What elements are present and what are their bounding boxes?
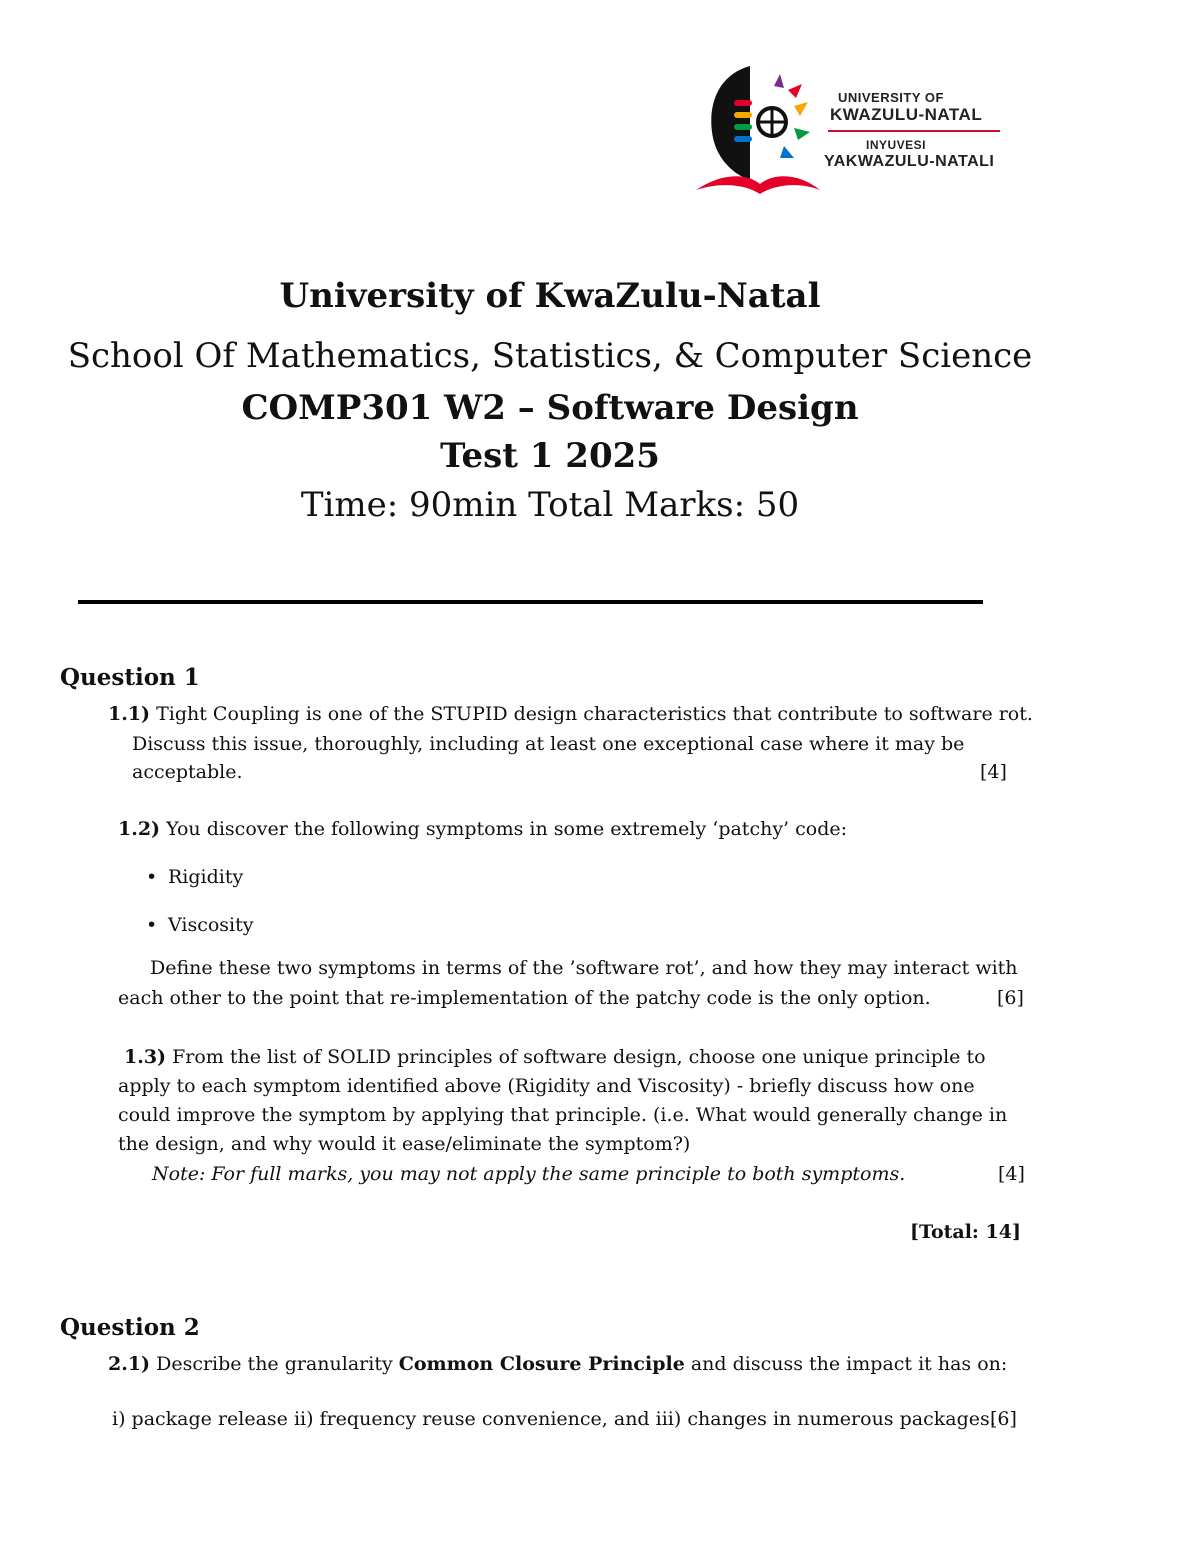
question-1-1 <box>108 700 1048 729</box>
question-1-3-marks: [4] <box>998 1163 1025 1185</box>
question-number: 2.1) <box>108 1353 151 1375</box>
question-number: 1.1) <box>108 703 151 725</box>
school-title: School Of Mathematics, Statistics, & Computer Science <box>67 336 1033 376</box>
question-1-total: [Total: 14] <box>910 1221 1021 1243</box>
question-number: 1.2) <box>118 818 161 840</box>
question-2-1-marks: [6] <box>990 1408 1017 1430</box>
list-item: • Viscosity <box>140 914 254 962</box>
question-text: From the list of SOLID principles of software design, choose one unique principle to <box>166 1046 986 1068</box>
question-1-2-line-1: Define these two symptoms in terms of the ’software rot’, and how they may interact with <box>150 957 1018 979</box>
question-2-1 <box>108 1350 1068 1379</box>
question-1-1-marks: [4] <box>980 761 1007 783</box>
university-title: University of KwaZulu-Natal <box>279 276 821 316</box>
question-1-3 <box>124 1043 1064 1072</box>
question-number: 1.3) <box>124 1046 167 1068</box>
symptom-list <box>140 866 254 962</box>
question-2-1-line-2: i) package release ii) frequency reuse convenience, and iii) changes in numerous packages. <box>112 1408 996 1430</box>
question-1-3-line-3: could improve the symptom by applying that principle. (i.e. What would generally change in <box>118 1104 1008 1126</box>
question-1-2-marks: [6] <box>997 987 1024 1009</box>
logo-line-2: KWAZULU-NATAL <box>830 105 983 124</box>
question-1-3-line-2: apply to each symptom identified above (Rigidity and Viscosity) - briefly discuss how one <box>118 1075 975 1097</box>
question-1-2 <box>118 815 1058 844</box>
question-2-heading: Question 2 <box>60 1314 200 1341</box>
question-text: and discuss the impact it has on: <box>684 1353 1008 1375</box>
logo-line-3: INYUVESI <box>866 138 927 152</box>
header-divider <box>78 600 983 604</box>
question-text: You discover the following symptoms in some extremely ‘patchy’ code: <box>160 818 848 840</box>
time-and-marks: Time: 90min Total Marks: 50 <box>300 485 800 525</box>
ukzn-crest-icon <box>690 62 825 202</box>
principle-name: Common Closure Principle <box>398 1353 685 1375</box>
logo-line-4: YAKWAZULU-NATALI <box>824 153 995 170</box>
university-logo <box>690 62 1010 202</box>
course-title: COMP301 W2 – Software Design <box>241 388 859 428</box>
question-1-3-note: Note: For full marks, you may not apply the same principle to both symptoms. <box>152 1163 906 1185</box>
question-1-3-line-4: the design, and why would it ease/eliminate the symptom?) <box>118 1133 691 1155</box>
logo-line-1: UNIVERSITY OF <box>838 90 944 105</box>
question-1-1-line-3: acceptable. <box>132 761 243 783</box>
test-title: Test 1 2025 <box>440 436 660 476</box>
question-text: Tight Coupling is one of the STUPID design characteristics that contribute to software rot. <box>150 703 1033 725</box>
list-item: • Rigidity <box>140 866 254 914</box>
question-text: Describe the granularity <box>150 1353 399 1375</box>
question-1-2-line-2: each other to the point that re-implementation of the patchy code is the only option. <box>118 987 931 1009</box>
question-1-heading: Question 1 <box>60 664 200 691</box>
question-1-1-line-2: Discuss this issue, thoroughly, including at least one exceptional case where it may be <box>132 733 965 755</box>
logo-divider <box>828 130 1000 132</box>
